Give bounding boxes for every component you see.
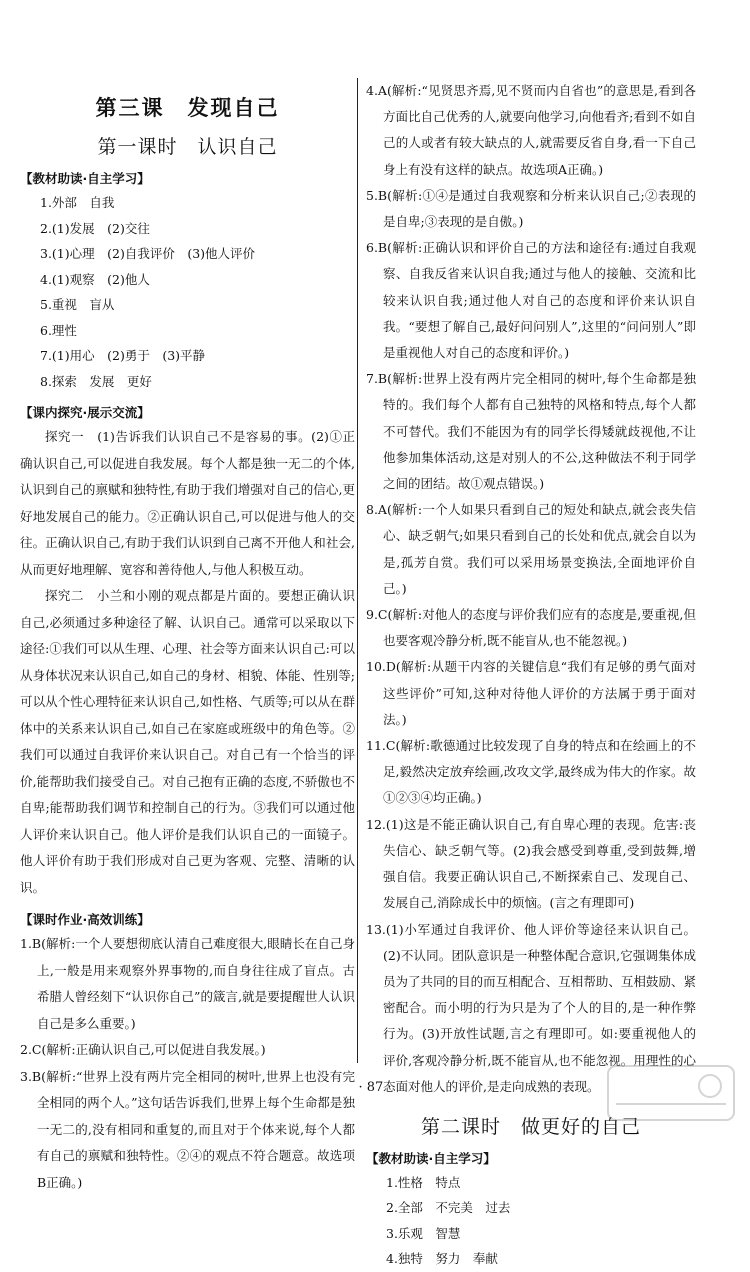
homework-answer: 11.C(解析:歌德通过比较发现了自身的特点和在绘画上的不足,毅然决定放弃绘画,改攻文学,最终成为伟大的作家。故①②③④均正确。) — [366, 738, 696, 806]
homework-answer: 1.B(解析:一个人要想彻底认清自己难度很大,眼睛长在自己身上,一般是用来观察外界事物的,而自身往往成了盲点。古希腊人曾经刻下“认识你自己”的箴言,就是要提醒世人认识自己是多么重要。) — [20, 936, 355, 1031]
homework-answer: 7.B(解析:世界上没有两片完全相同的树叶,每个生命都是独特的。我们每个人都有自己独特的风格和特点,每个人都不可替代。我们不能因为有的同学长得矮就歧视他,不让他参加集体活动,这是对别人的不公,这种做法不利于同学之间的团结。故①观点错误。) — [366, 371, 696, 492]
guide-item: 5.重视 盲从 — [40, 297, 115, 312]
guide-item: 4.独特 努力 奉献 — [386, 1251, 498, 1267]
guide-item: 3.乐观 智慧 — [386, 1225, 461, 1241]
guide-item: 1.外部 自我 — [40, 195, 115, 210]
guide-item: 7.(1)用心 (2)勇于 (3)平静 — [40, 348, 206, 363]
guide-item: 3.(1)心理 (2)自我评价 (3)他人评价 — [40, 246, 256, 261]
left-column — [20, 78, 355, 1196]
guide-item: 2.(1)发展 (2)交往 — [40, 220, 150, 236]
period-two-title: 第二课时 做更好的自己 — [420, 1115, 641, 1138]
homework-answer: 4.A(解析:“见贤思齐焉,见不贤而内自省也”的意思是,看到各方面比自己优秀的人,就要向他学习,向他看齐;看到不如自己的人或者有较大缺点的人,就需要反省自身,看一下自己身上有没有这样的缺点。故选项A正确。) — [366, 83, 696, 177]
homework-answer: 10.D(解析:从题干内容的关键信息“我们有足够的勇气面对这些评价”可知,这种对待他人评价的方法属于勇于面对法。) — [366, 659, 696, 727]
section-header-guide: 【教材助读·自主学习】 — [20, 171, 150, 186]
guide-item: 2.全部 不完美 过去 — [386, 1200, 511, 1216]
section-header-guide-two: 【教材助读·自主学习】 — [366, 1150, 496, 1166]
period-two-answer-list — [366, 1170, 696, 1272]
guide-answer-list — [20, 190, 355, 394]
guide-item: 4.(1)观察 (2)他人 — [40, 271, 150, 287]
guide-item: 8.探索 发展 更好 — [40, 373, 152, 389]
lesson-title: 第三课 发现自己 — [95, 96, 280, 120]
guide-item: 1.性格 特点 — [386, 1174, 461, 1190]
page-number: · 87 · — [358, 1080, 392, 1095]
homework-answer: 2.C(解析:正确认识自己,可以促进自我发展。) — [20, 1042, 266, 1057]
explore-one-paragraph: 探究一 (1)告诉我们认识自己不是容易的事。(2)①正确认识自己,可以促进自我发展。每个人都是独一无二的个体,认识到自己的禀赋和独特性,有助于我们增强对自己的信心,更好地发展自己的能力。②正确认识自己,可以促进与他人的交往。正确认识自己,有助于我们认识到自己离不开他人和社会,从而更好地理解、宽容和善待他人,与他人积极互动。 — [20, 429, 355, 577]
watermark-logo — [606, 1064, 736, 1122]
section-header-homework: 【课时作业·高效训练】 — [20, 912, 150, 927]
homework-answer: 8.A(解析:一个人如果只看到自己的短处和缺点,就会丧失信心、缺乏朝气;如果只看到自己的长处和优点,就会自以为是,孤芳自赏。我们可以采用场景变换法,全面地评价自己。) — [366, 502, 696, 596]
section-header-explore: 【课内探究·展示交流】 — [20, 405, 150, 420]
homework-answer: 5.B(解析:①④是通过自我观察和分析来认识自己;②表现的是自卑;③表现的是自傲。) — [366, 187, 696, 230]
column-divider — [357, 78, 358, 1063]
period-one-title: 第一课时 认识自己 — [97, 136, 278, 158]
homework-answer: 9.C(解析:对他人的态度与评价我们应有的态度是,要重视,但也要客观冷静分析,既不能盲从,也不能忽视。) — [366, 607, 696, 649]
explore-two-paragraph: 探究二 小兰和小刚的观点都是片面的。要想正确认识自己,必须通过多种途径了解、认识自己。通常可以采取以下途径:①我们可以从生理、心理、社会等方面来认识自己:可以从身体状况来认识自己,如自己的身材、相貌、体能、性别等;可以从个性心理特征来认识自己,如性格、气质等;可以从在群体中的关系来认识自己,如自己在家庭或班级中的角色等。②我们可以通过自我评价来认识自己。对自己有一个恰当的评价,能帮助我们接受自己。对自己抱有正确的态度,不骄傲也不自卑;能帮助我们调节和控制自己的行为。③我们可以通过他人评价来认识自己。他人评价是我们认识自己的一面镜子。他人评价有助于我们形成对自己更为客观、完整、清晰的认识。 — [20, 588, 355, 895]
homework-answer: 12.(1)这是不能正确认识自己,有自卑心理的表现。危害:丧失信心、缺乏朝气等。(2)我会感受到尊重,受到鼓舞,增强自信。我要正确认识自己,不断探索自己、发现自己、发展自己,消除成长中的烦恼。(言之有理即可) — [366, 816, 696, 911]
guide-item: 6.理性 — [40, 322, 77, 338]
homework-answer: 3.B(解析:“世界上没有两片完全相同的树叶,世界上也没有完全相同的两个人。”这句话告诉我们,世界上每个生命都是独一无二的,没有相同和重复的,而且对于个体来说,每个人都有自己的禀赋和独特性。②④的观点不符合题意。故选项B正确。) — [20, 1068, 355, 1190]
homework-answer: 6.B(解析:正确认识和评价自己的方法和途径有:通过自我观察、自我反省来认识自我;通过与他人的接触、交流和比较来认识自我;通过他人对自己的态度和评价来认识自我。“要想了解自己,最好问问别人”,这里的“问问别人”即是重视他人对自己的态度和评价。) — [366, 240, 696, 361]
homework-answer: 13.(1)小军通过自我评价、他人评价等途径来认识自己。(2)不认同。团队意识是一种整体配合意识,它强调集体成员为了共同的目的而互相配合、互相帮助、互相鼓励、紧密配合。而小明的行为只是为了个人的目的,是一种作弊行为。(3)开放性试题,言之有理即可。如:要重视他人的评价,客观冷静分析,既不能盲从,也不能忽视。用理性的心态面对他人的评价,是走向成熟的表现。 — [366, 921, 696, 1094]
